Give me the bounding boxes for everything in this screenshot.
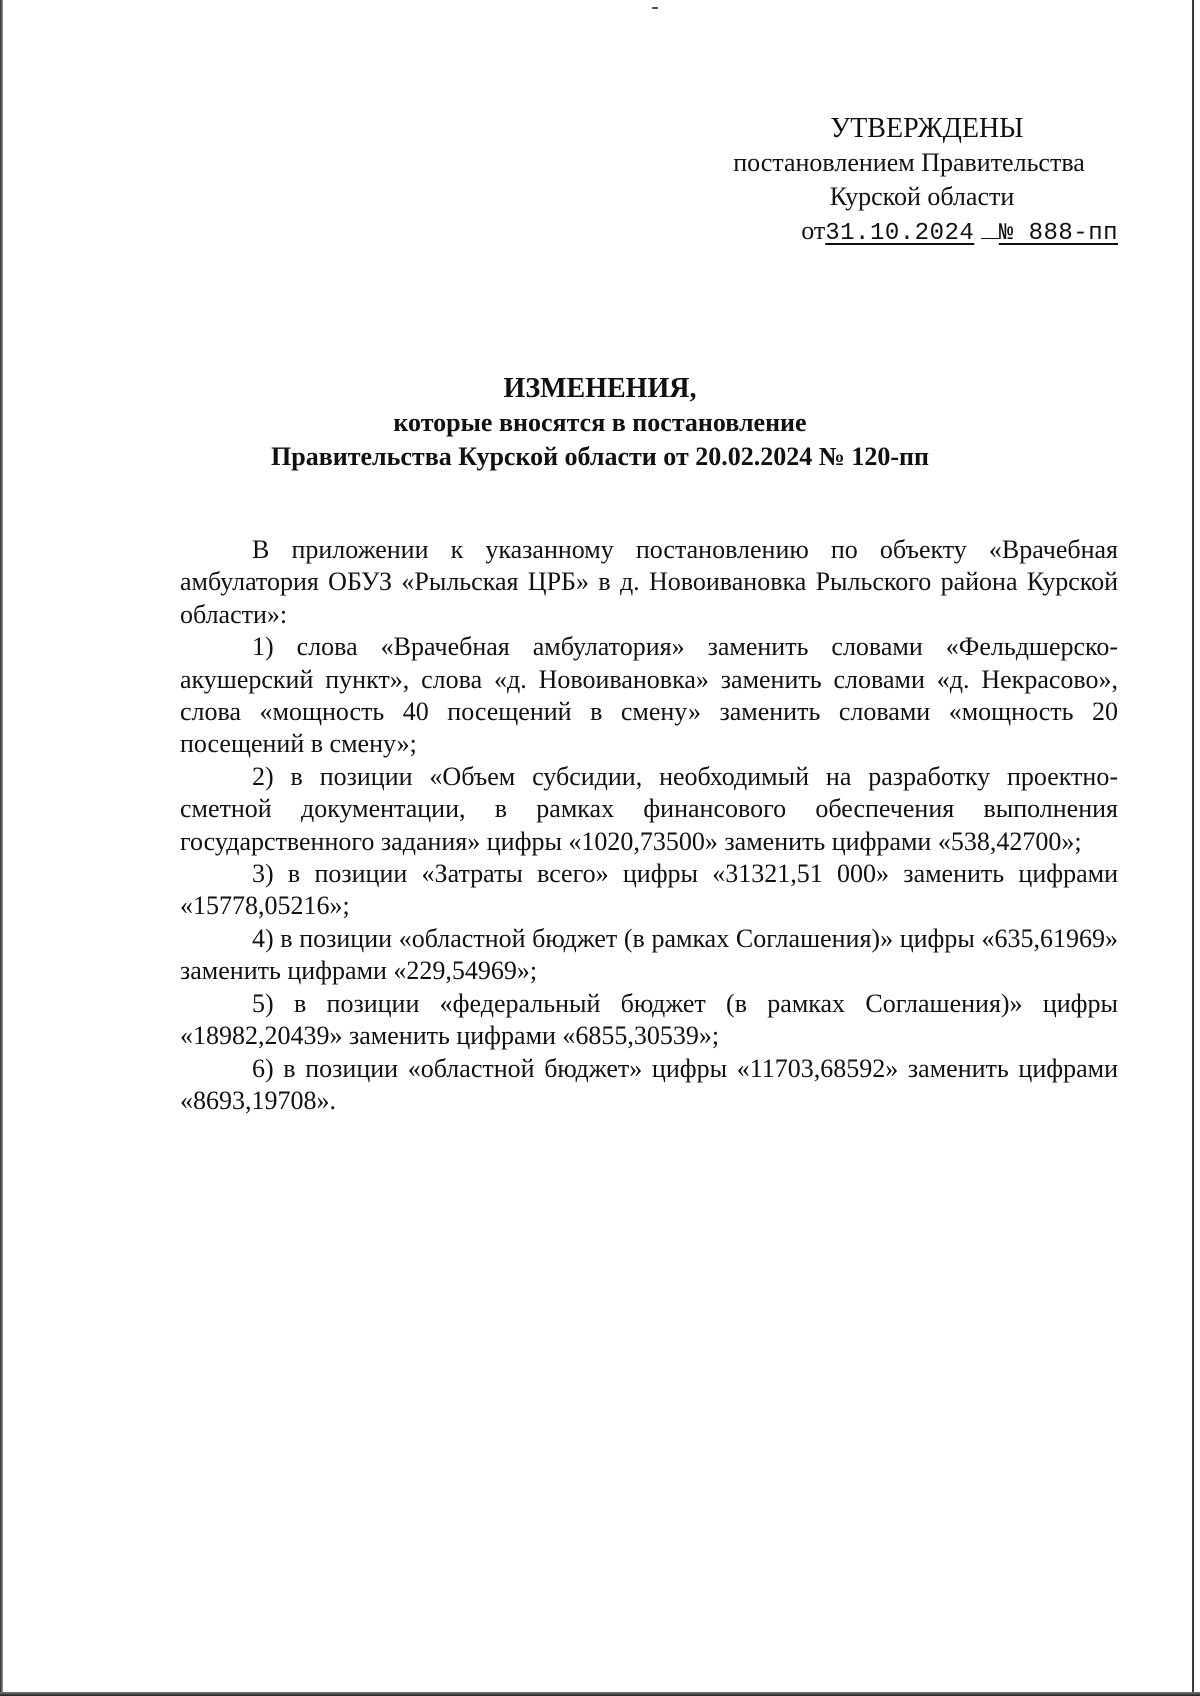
approval-date-line <box>700 214 1118 251</box>
document-heading <box>160 372 1040 474</box>
approval-number: № 888-пп <box>998 220 1118 247</box>
underline-gap <box>981 216 999 239</box>
heading-title: ИЗМЕНЕНИЯ, <box>503 373 697 404</box>
scan-edge-left <box>0 0 3 1696</box>
approval-issuer: постановлением Правительства <box>733 148 1085 177</box>
list-item-1: 1) слова «Врачебная амбулатория» заменить словами «Фельдшерско-акушерский пункт», слова «д. Новоивановка» заменить словами «д. Некрасово», слова «мощность 40 посещений в смену» заменить словами «мощность 20 посещений в смену»; <box>180 632 1118 759</box>
scan-speck <box>652 7 658 9</box>
intro-paragraph: В приложении к указанному постановлению по объекту «Врачебная амбулатория ОБУЗ «Рыльская ЦРБ» в д. Новоивановка Рыльского района Курской области»: <box>180 535 1118 629</box>
approval-date: 31.10.2024 <box>825 220 975 247</box>
heading-subtitle-1: которые вносятся в постановление <box>393 408 807 437</box>
approval-date-prefix: от <box>801 216 826 245</box>
document-body <box>180 534 1118 1117</box>
scan-edge-bottom <box>0 1692 1200 1696</box>
approval-block <box>700 112 1118 251</box>
approval-title: УТВЕРЖДЕНЫ <box>830 113 1024 144</box>
list-item-3: 3) в позиции «Затраты всего» цифры «31321,51 000» заменить цифрами «15778,05216»; <box>180 859 1118 921</box>
approval-region: Курской области <box>829 182 1015 211</box>
list-item-5: 5) в позиции «федеральный бюджет (в рамках Соглашения)» цифры «18982,20439» заменить цифрами «6855,30539»; <box>180 988 1118 1051</box>
heading-subtitle-2: Правительства Курской области от 20.02.2024 № 120-пп <box>271 442 929 471</box>
list-item-2: 2) в позиции «Объем субсидии, необходимый на разработку проектно-сметной документации, в рамках финансового обеспечения выполнения государственного задания» цифры «1020,73500» заменить цифрами «538,42700»; <box>180 761 1118 856</box>
scan-edge-right <box>1192 0 1194 1696</box>
list-item-4: 4) в позиции «областной бюджет (в рамках Соглашения)» цифры «635,61969» заменить цифрами «229,54969»; <box>180 923 1118 986</box>
list-item-6: 6) в позиции «областной бюджет» цифры «11703,68592» заменить цифрами «8693,19708». <box>180 1053 1118 1115</box>
